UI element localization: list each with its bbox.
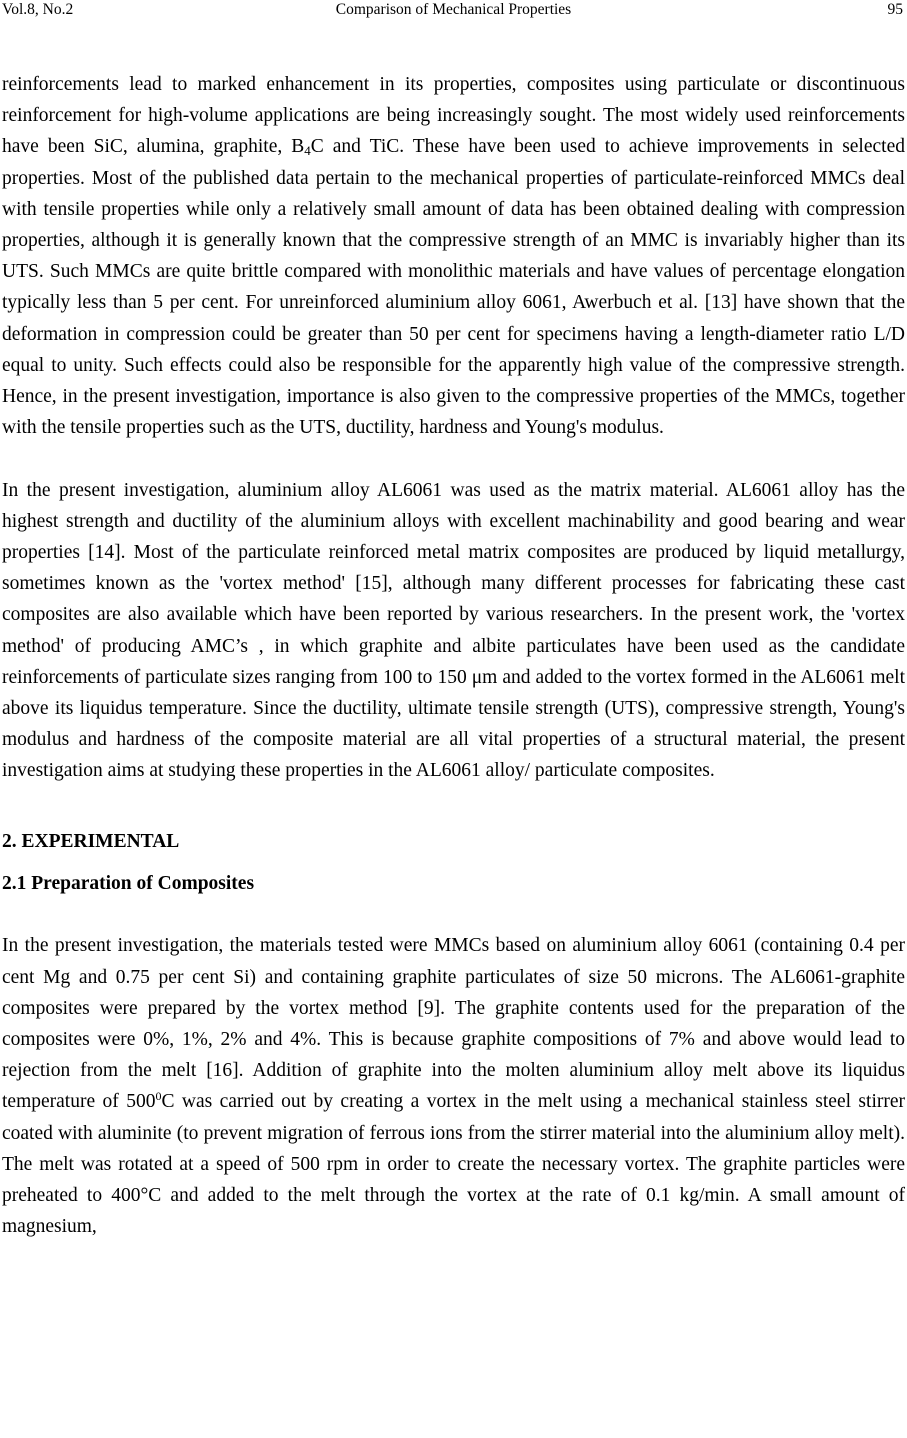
subscript-4: 4 <box>304 143 311 159</box>
running-title: Comparison of Mechanical Properties <box>335 1 572 18</box>
running-header <box>0 0 907 22</box>
paragraph-matrix-material: In the present investigation, aluminium alloy AL6061 was used as the matrix material. AL6061 alloy has the highest strength and ductility of the aluminium alloys with excellent machinability and good bearing and wear properties [14]. Most of the particulate reinforced metal matrix composites are produced by liquid metallurgy, sometimes known as the 'vortex method' [15], although many different processes for fabricating these cast composites are also available which have been reported by various researchers. In the present work, the 'vortex method' of producing AMC’s , in which graphite and albite particulates have been used as the candidate reinforcements of particulate sizes ranging from 100 to 150 μm and added to the vortex formed in the AL6061 melt above its liquidus temperature. Since the ductility, ultimate tensile strength (UTS), compressive strength, Young's modulus and hardness of the composite material are all vital properties of a structural material, the present investigation aims at studying these properties in the AL6061 alloy/ particulate composites. <box>2 479 905 782</box>
subsection-heading: 2.1 Preparation of Composites <box>2 873 255 895</box>
section-heading: 2. EXPERIMENTAL <box>2 830 180 852</box>
superscript-0: 0 <box>155 1089 162 1104</box>
paragraph-intro-continued: reinforcements lead to marked enhancement in its properties, composites using particulate or discontinuous reinforcement for high-volume applications are being increasingly sought. The most widely used reinforcements have been SiC, alumina, graphite, $B_4C$ and TiC. These have been used to achieve improvements in selected properties. Most of the published data pertain to the mechanical properties of particulate-reinforced MMCs deal with tensile properties while only a relatively small amount of data has been obtained dealing with compression properties, although it is generally known that the compressive strength of an MMC is invariably higher than its UTS. Such MMCs are quite brittle compared with monolithic materials and have values of percentage elongation typically less than 5 per cent. For unreinforced aluminium alloy 6061, Awerbuch et al. [13] have shown that the deformation in compression could be greater than 50 per cent for specimens having a length-diameter ratio L/D equal to unity. Such effects could also be responsible for the apparently high value of the compressive strength. Hence, in the present investigation, importance is also given to the compressive properties of the MMCs, together with the tensile properties such as the UTS, ductility, hardness and Young's modulus. <box>2 74 905 439</box>
journal-volume: Vol.8, No.2 <box>2 1 74 18</box>
page-number: 95 <box>887 1 903 18</box>
paragraph-preparation: In the present investigation, the materials tested were MMCs based on aluminium alloy 6061 (containing 0.4 per cent Mg and 0.75 per cent Si) and containing graphite particulates of size 50 microns. The AL6061-graphite composites were prepared by the vortex method [9]. The graphite contents used for the preparation of the composites were 0%, 1%, 2% and 4%. This is because graphite compositions of 7% and above would lead to rejection from the melt [16]. Addition of graphite into the molten aluminium alloy melt above its liquidus temperature of $500^0C$ was carried out by creating a vortex in the melt using a mechanical stainless steel stirrer coated with aluminite (to prevent migration of ferrous ions from the stirrer material into the aluminium alloy melt). The melt was rotated at a speed of 500 rpm in order to create the necessary vortex. The graphite particles were preheated to 400°C and added to the melt through the vortex at the rate of 0.1 kg/min. A small amount of magnesium, <box>2 935 905 1238</box>
page-body <box>2 69 905 1242</box>
